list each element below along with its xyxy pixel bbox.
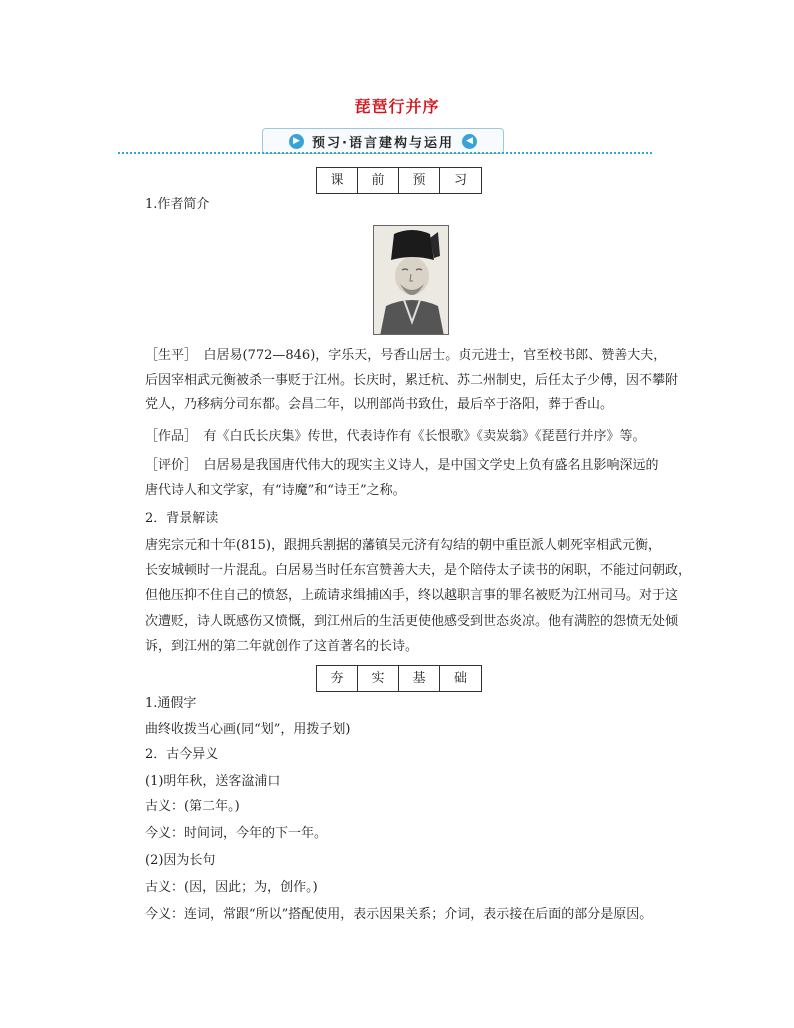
background-line: 次遭贬，诗人既感伤又愤慨，到江州后的生活更使他感受到世态炎凉。他有满腔的怨愤无处倾: [145, 614, 679, 629]
section-banner: [262, 128, 504, 154]
item2-ancient: 古义：(因，因此；为，创作。): [145, 880, 318, 895]
section-char: 习: [453, 173, 467, 188]
document-title: 琵琶行并序: [354, 97, 440, 116]
works-line: ［作品］ 有《白氏长庆集》传世，代表诗作有《长恨歌》《卖炭翁》《琵琶行并序》等。: [145, 429, 646, 444]
section-box-foundation: [316, 665, 482, 692]
background-heading: 2．背景解读: [145, 511, 219, 526]
author-heading: 1.作者简介: [145, 197, 210, 212]
section-char: 实: [358, 666, 399, 691]
background-line: 长安城顿时一片混乱。白居易当时任东宫赞善大夫，是个陪侍太子读书的闲职，不能过问朝政，: [145, 563, 692, 578]
tongjia-heading: 1.通假字: [145, 696, 197, 711]
play-left-icon: ◀: [462, 134, 477, 149]
play-right-icon: ▶: [289, 134, 304, 149]
section-char: 夯: [317, 666, 358, 691]
section-char: 基: [399, 666, 440, 691]
life-line: 党人，乃移病分司东都。会昌二年，以刑部尚书致仕，最后卒于洛阳，葬于香山。: [145, 397, 614, 412]
item2-modern: 今义：连词，常跟“所以”搭配使用，表示因果关系；介词，表示接在后面的部分是原因。: [145, 907, 653, 922]
section-char: 预: [399, 168, 440, 193]
tongjia-item: 曲终收拨当心画(同“划”，用拨子划): [145, 722, 351, 737]
item1-title: (1)明年秋，送客湓浦口: [145, 774, 281, 789]
gujin-heading: 2．古今异义: [145, 747, 219, 762]
item1-ancient: 古义：(第二年。): [145, 799, 240, 814]
dotted-divider: [118, 152, 652, 154]
review-line: ［评价］ 白居易是我国唐代伟大的现实主义诗人，是中国文学史上负有盛名且影响深远的: [145, 458, 659, 473]
portrait-of-bai-juyi: [373, 225, 449, 335]
banner-label: 预习·语言建构与运用: [312, 135, 454, 151]
background-line: 诉，到江州的第二年就创作了这首著名的长诗。: [145, 639, 419, 654]
section-char: 础: [453, 671, 467, 686]
item1-modern: 今义：时间词，今年的下一年。: [145, 826, 328, 841]
background-line: 唐宪宗元和十年(815)，跟拥兵割据的藩镇吴元济有勾结的朝中重臣派人刺死宰相武元衡，: [145, 538, 661, 553]
section-char: 课: [317, 168, 358, 193]
section-box-preview: [316, 167, 482, 194]
section-char: 前: [358, 168, 399, 193]
review-line: 唐代诗人和文学家，有“诗魔”和“诗王”之称。: [145, 483, 406, 498]
life-line: ［生平］ 白居易(772—846)，字乐天，号香山居士。贞元进士，官至校书郎、赞善大夫，: [145, 348, 667, 363]
background-line: 但他压抑不住自己的愤怒，上疏请求缉捕凶手，终以越职言事的罪名被贬为江州司马。对于这: [145, 588, 679, 603]
item2-title: (2)因为长句: [145, 853, 216, 868]
life-line: 后因宰相武元衡被杀一事贬于江州。长庆时，累迁杭、苏二州制史，后任太子少傅，因不攀附: [145, 373, 679, 388]
